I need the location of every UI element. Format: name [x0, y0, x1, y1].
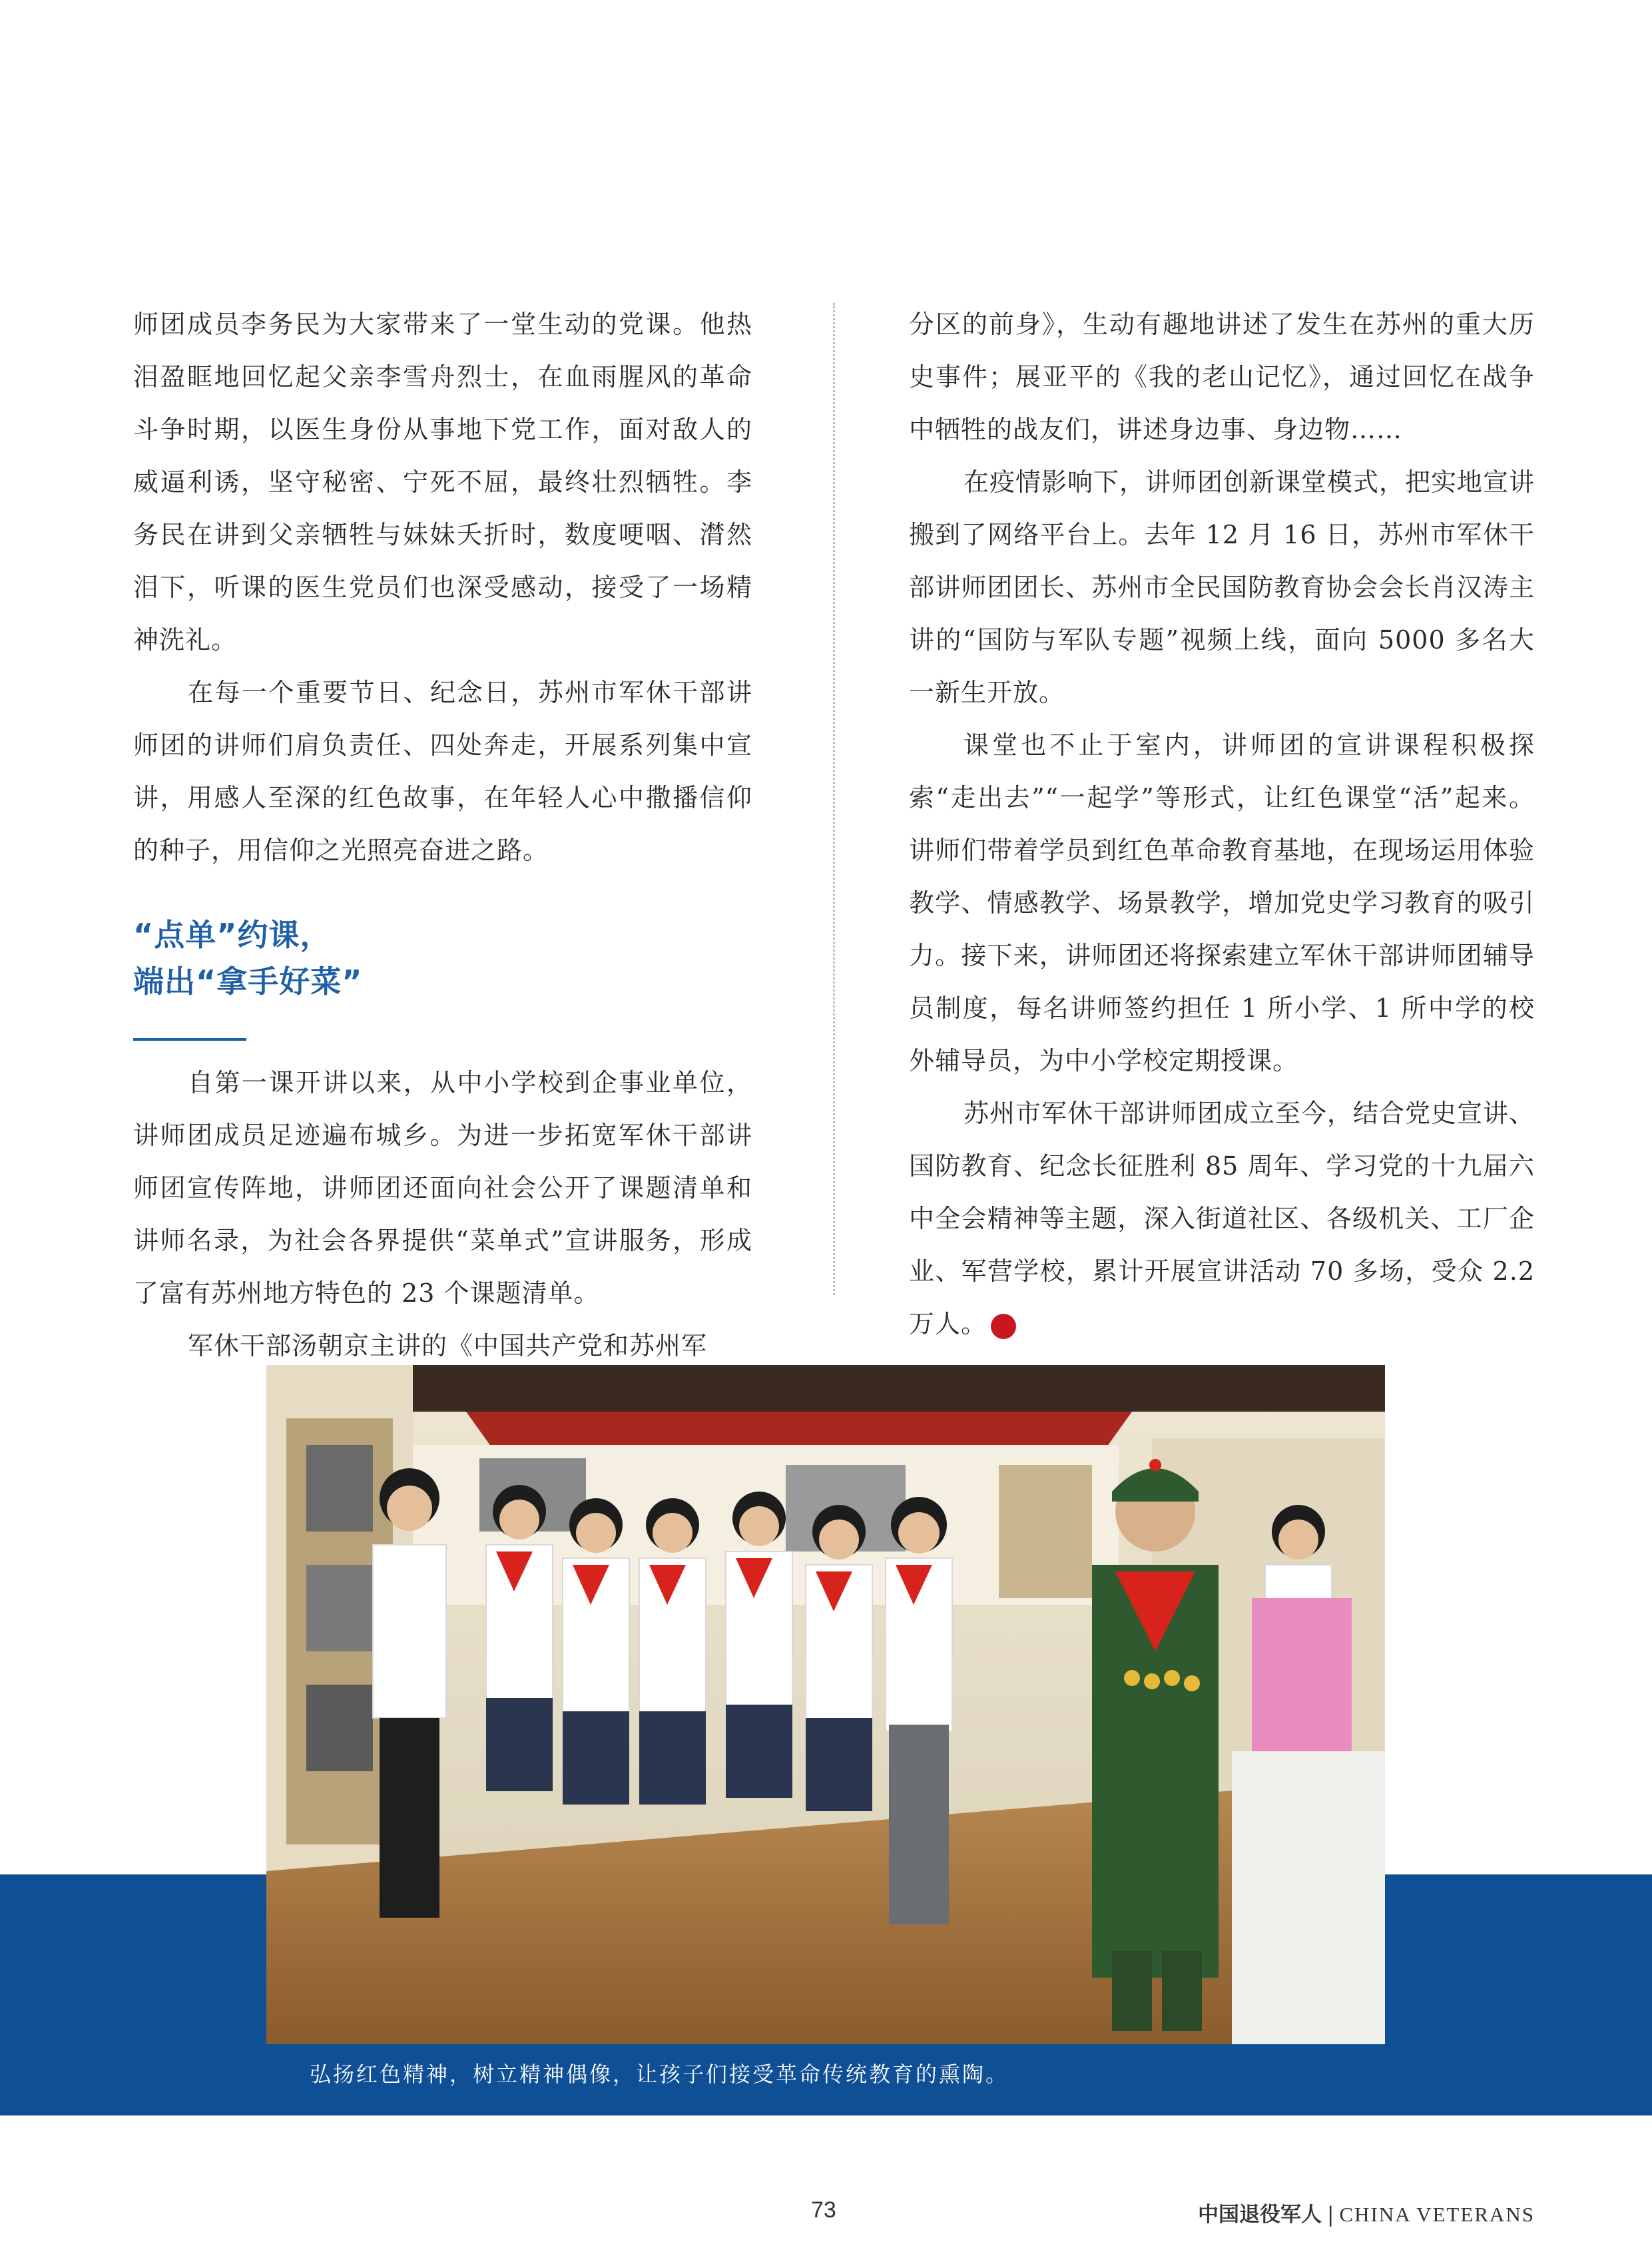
- final-paragraph-text: 苏州市军休干部讲师团成立至今，结合党史宣讲、国防教育、纪念长征胜利 85 周年、学习党的十九届六中全会精神等主题，深入街道社区、各级机关、工厂企业、军营学校，累计开展宣讲活动 70 多场，受众 2.2 万人。: [909, 1099, 1535, 1338]
- body-paragraph: 课堂也不止于室内，讲师团的宣讲课程积极探索“走出去”“一起学”等形式，让红色课堂“活”起来。讲师们带着学员到红色革命教育基地，在现场运用体验教学、情感教学、场景教学，增加党史学习教育的吸引力。接下来，讲师团还将探索建立军休干部讲师团辅导员制度，每名讲师签约担任 1 所小学、1 所中学的校外辅导员，为中小学校定期授课。: [909, 730, 1535, 1075]
- section-heading-line2: 端出“拿手好菜”: [133, 964, 363, 999]
- column-divider: [833, 303, 835, 1295]
- photo-caption: 弘扬红色精神，树立精神偶像，让孩子们接受革命传统教育的熏陶。: [310, 2062, 1009, 2087]
- body-paragraph: 自第一课开讲以来，从中小学校到企事业单位，讲师团成员足迹遍布城乡。为进一步拓宽军休干部讲师团宣传阵地，讲师团还面向社会公开了课题清单和讲师名录，为社会各界提供“菜单式”宣讲服务，形成了富有苏州地方特色的 23 个课题清单。: [133, 1068, 752, 1308]
- heading-rule: [133, 1038, 246, 1041]
- left-column: [133, 298, 752, 1372]
- brand-cn: 中国退役军人: [1198, 2203, 1322, 2227]
- section-heading-line1: “点单”约课，: [133, 917, 332, 953]
- body-paragraph: 军休干部汤朝京主讲的《中国共产党和苏州军: [188, 1331, 708, 1360]
- body-paragraph: [909, 1087, 1535, 1350]
- end-mark-icon: V: [991, 1314, 1016, 1339]
- classroom-photo-illustration: [266, 1365, 1385, 2044]
- right-column: [909, 298, 1535, 1350]
- body-paragraph: 在疫情影响下，讲师团创新课堂模式，把实地宣讲搬到了网络平台上。去年 12 月 16 日，苏州市军休干部讲师团团长、苏州市全民国防教育协会会长肖汉涛主讲的“国防与军队专题”视频上线，面向 5000 多名大一新生开放。: [909, 467, 1535, 707]
- section-heading: [133, 912, 752, 1005]
- body-paragraph: 分区的前身》，生动有趣地讲述了发生在苏州的重大历史事件；展亚平的《我的老山记忆》，通过回忆在战争中牺牲的战友们，讲述身边事、身边物……: [909, 310, 1535, 444]
- body-paragraph: 在每一个重要节日、纪念日，苏州市军休干部讲师团的讲师们肩负责任、四处奔走，开展系列集中宣讲，用感人至深的红色故事，在年轻人心中撒播信仰的种子，用信仰之光照亮奋进之路。: [133, 678, 752, 865]
- body-paragraph: 师团成员李务民为大家带来了一堂生动的党课。他热泪盈眶地回忆起父亲李雪舟烈士，在血雨腥风的革命斗争时期，以医生身份从事地下党工作，面对敌人的威逼利诱，坚守秘密、宁死不屈，最终壮烈牺牲。李务民在讲到父亲牺牲与妹妹夭折时，数度哽咽、潸然泪下，听课的医生党员们也深受感动，接受了一场精神洗礼。: [133, 310, 752, 655]
- brand-separator: |: [1327, 2203, 1334, 2227]
- page-number: 73: [811, 2197, 836, 2223]
- photo: [266, 1365, 1385, 2044]
- brand-en: CHINA VETERANS: [1339, 2203, 1535, 2226]
- footer-brand: [1198, 2197, 1535, 2227]
